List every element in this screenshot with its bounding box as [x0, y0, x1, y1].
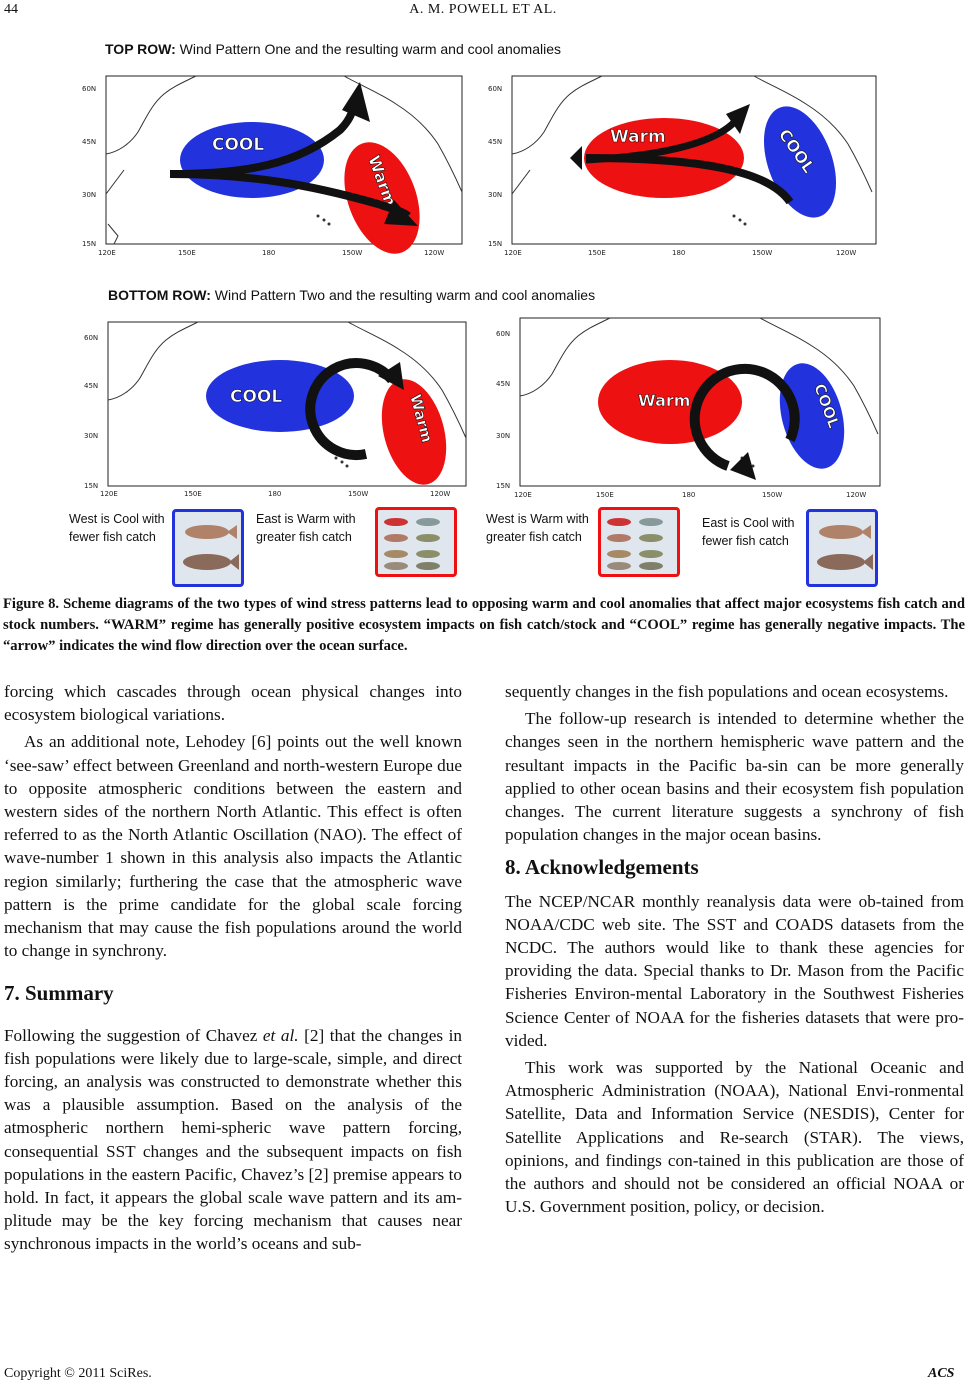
warm-label: Warm [610, 127, 666, 147]
journal-abbrev: ACS [928, 1366, 955, 1381]
fish-image-greater [375, 507, 457, 577]
lat-label: 15N [84, 482, 99, 490]
lat-label: 15N [488, 240, 503, 248]
fish-image-fewer [172, 509, 244, 587]
fish-label-west-cool: West is Cool with fewer fish catch [69, 512, 165, 544]
map-panel-bottom-left [80, 320, 470, 502]
lon-label: 180 [672, 249, 686, 257]
lon-label: 120E [504, 249, 522, 257]
paragraph: As an additional note, Lehodey [6] points out the well known ‘see-saw’ effect between Greenland and north-western Europe due to opposite atmospheric conditions between the eastern and western sides of the northern North Atlantic. This effect is often referred to as the North Atlantic Oscillation (NAO). The effect of wave-number 1 shown in this analysis also impacts the Atlantic region similarly; furthering the case that the atmospheric wave pattern is the prime candidate for the global scale forcing mechanism that may cause the fish populations around the world to change in synchrony. [4, 732, 462, 961]
lon-label: 180 [268, 490, 282, 498]
cool-label: COOL [774, 125, 819, 177]
fish-image-greater [598, 507, 680, 577]
right-column [505, 680, 964, 1218]
lat-label: 30N [488, 191, 503, 199]
section-heading: 8. Acknowledgements [505, 855, 699, 880]
lat-label: 60N [496, 330, 511, 338]
lat-label: 45N [84, 382, 99, 390]
lon-label: 120W [424, 249, 445, 257]
lat-label: 15N [496, 482, 511, 490]
cool-label: COOL [810, 381, 843, 431]
lon-label: 150E [588, 249, 606, 257]
paragraph: The NCEP/NCAR monthly reanalysis data were ob-tained from NOAA/CDC web site. The SST and COADS datasets from the NCDC. The authors would like to thank these agencies for providing the data. Special thanks to Dr. Mason from the Pacific Fisheries Environ-mental Laboratory in the Southwest Fisheries Science Center of NOAA for the fisheries datasets that were pro-vided. [505, 891, 964, 1050]
lon-label: 180 [262, 249, 276, 257]
lon-label: 120W [430, 490, 451, 498]
copyright: Copyright © 2011 SciRes. [4, 1366, 152, 1381]
bottom-row-title: BOTTOM ROW: Wind Pattern Two and the resulting warm and cool anomalies [108, 287, 596, 303]
lon-label: 120W [836, 249, 857, 257]
lon-label: 120W [846, 491, 867, 499]
warm-label: Warm [638, 391, 691, 410]
paragraph: sequently changes in the fish populations and ocean ecosystems. [505, 682, 949, 701]
lat-label: 30N [82, 191, 97, 199]
lon-label: 150W [342, 249, 363, 257]
cool-label: COOL [212, 135, 265, 155]
lon-label: 150W [752, 249, 773, 257]
lat-label: 30N [496, 432, 511, 440]
lon-label: 180 [682, 491, 696, 499]
lon-label: 150W [348, 490, 369, 498]
lon-label: 120E [514, 491, 532, 499]
map-panel-top-left [78, 74, 468, 260]
section-heading: 7. Summary [4, 981, 114, 1006]
lon-label: 150E [184, 490, 202, 498]
top-row-title: TOP ROW: Wind Pattern One and the resulting warm and cool anomalies [105, 41, 562, 57]
lat-label: 45N [82, 138, 97, 146]
lon-label: 150W [762, 491, 783, 499]
lat-label: 30N [84, 432, 99, 440]
page-number: 44 [4, 2, 18, 17]
figure-caption: Figure 8. Scheme diagrams of the two types of wind stress patterns lead to opposing warm and cool anomalies that affect major ecosystems fish catch and stock numbers. “WARM” regime has generally positive ecosystem impacts on fish catch/stock and “COOL” regime has generally negative impacts. The “arrow” indicates the wind flow direction over the ocean surface. [3, 596, 965, 654]
lat-label: 45N [496, 380, 511, 388]
map-panel-top-right [478, 74, 880, 260]
running-header-authors: A. M. POWELL ET AL. [409, 2, 557, 17]
warm-label: Warm [364, 152, 401, 209]
cool-label: COOL [230, 387, 283, 407]
paragraph: Following the suggestion of Chavez et al. [2] that the changes in fish populations were likely due to large-scale, simple, and direct forcing, an analysis was constructed to demonstrate whether this was a plausible assumption. Based on the analysis of the atmospheric northern hemi-spheric wave pattern forcing, consequential SST changes and the subsequent impacts on fish populations in the eastern Pacific, Chavez’s [2] premise appears to hold. In fact, it appears the global scale wave pattern and its am-plitude may be the key forcing mechanism that causes near synchronous impacts in the world’s oceans and sub- [4, 1025, 462, 1254]
fish-label-east-warm: East is Warm with greater fish catch [256, 512, 356, 544]
lat-label: 60N [488, 85, 503, 93]
lon-label: 120E [98, 249, 116, 257]
fish-label-west-warm: West is Warm with greater fish catch [486, 512, 589, 544]
warm-label: Warm [406, 392, 437, 445]
paragraph: forcing which cascades through ocean physical changes into ecosystem biological variations. [4, 682, 462, 725]
fish-image-fewer [806, 509, 878, 587]
paragraph: This work was supported by the National Oceanic and Atmospheric Administration (NOAA), National Envi-ronmental Satellite, Data and Information Service (NESDIS), Center for Satellite Applications and Re-search (STAR). The views, opinions, and findings con-tained in this publication are those of the authors and should not be considered an official NOAA or U.S. Government position, policy, or decision. [505, 1058, 964, 1217]
lat-label: 15N [82, 240, 97, 248]
map-panel-bottom-right [478, 316, 884, 502]
lat-label: 60N [82, 85, 97, 93]
lat-label: 45N [488, 138, 503, 146]
fish-label-east-cool: East is Cool with fewer fish catch [702, 516, 795, 548]
left-column [4, 680, 462, 1256]
lon-label: 150E [178, 249, 196, 257]
lon-label: 120E [100, 490, 118, 498]
lon-label: 150E [596, 491, 614, 499]
paragraph: The follow-up research is intended to determine whether the changes seen in the northern hemispheric wave pattern and the resultant impacts in the Pacific ba-sin can be more generally applied to other ocean basins and their ecosystem fish population changes. The current literature suggests a synchrony of fish population changes in the major ocean basins. [505, 709, 964, 845]
lat-label: 60N [84, 334, 99, 342]
